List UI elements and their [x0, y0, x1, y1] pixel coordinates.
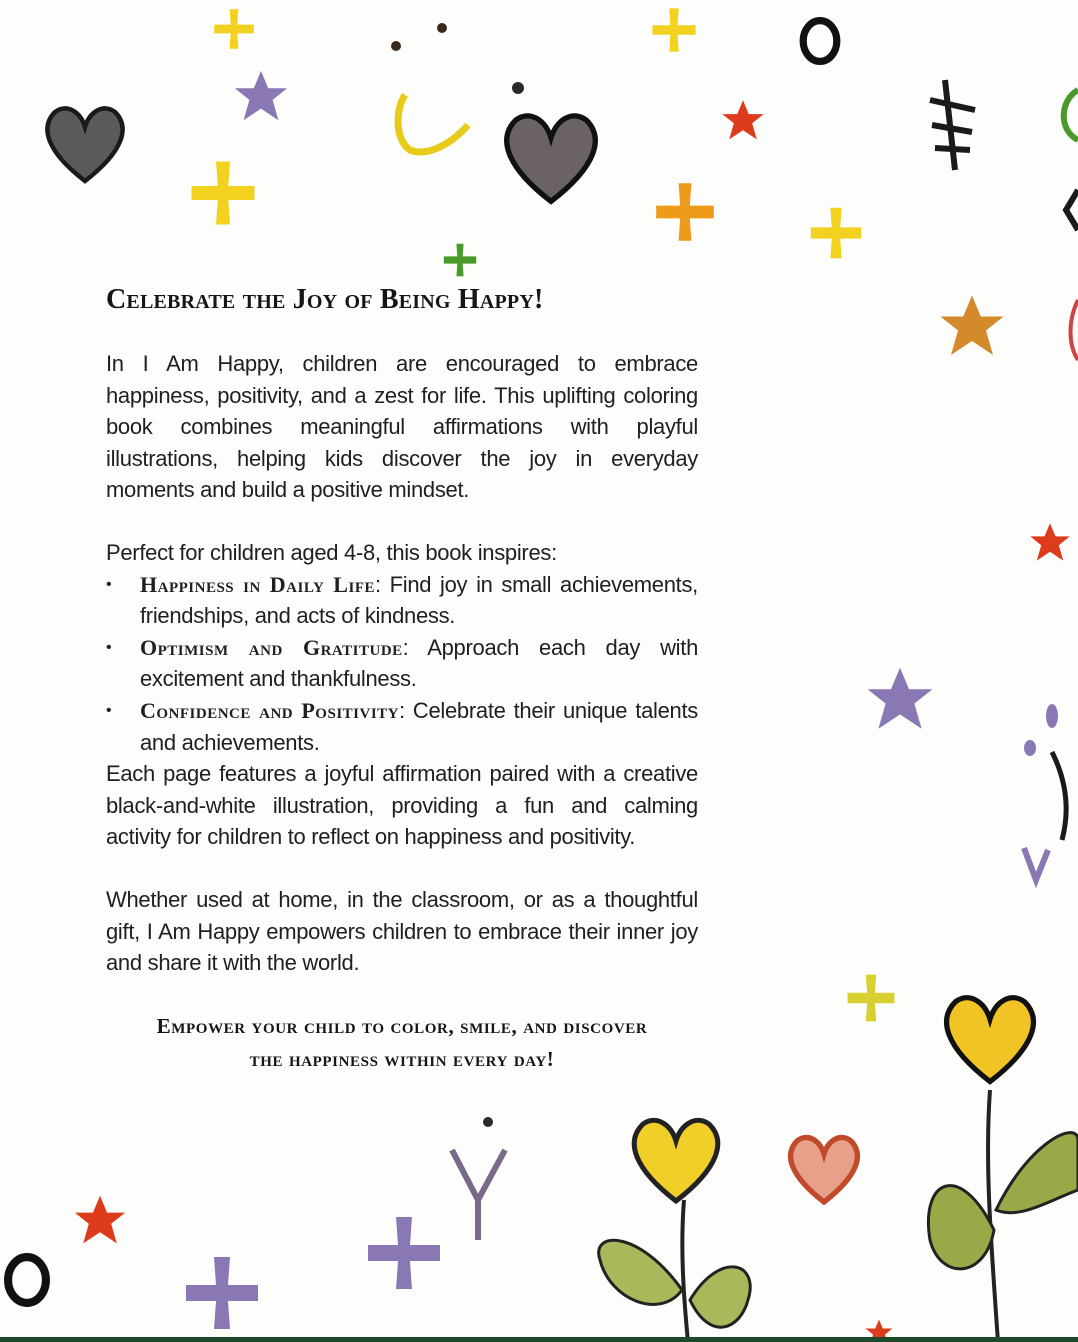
- black-ring-icon: [8, 1257, 46, 1303]
- purple-star-icon: [868, 668, 933, 729]
- black-stroke-icon: [1052, 752, 1066, 840]
- yellow-swirl-icon: [398, 95, 468, 152]
- purple-petal-icon: [1046, 704, 1058, 728]
- flower-stem-icon: [988, 1090, 998, 1342]
- closing-paragraph: Whether used at home, in the classroom, or as a thoughtful gift, I Am Happy empowers children to embrace their inner joy and share it with the world.: [106, 886, 698, 976]
- purple-petal-icon: [1024, 740, 1036, 756]
- leaf-icon: [928, 1186, 994, 1269]
- yellow-flower-icon: [634, 1120, 717, 1201]
- list-item-term: Confidence and Positivity: [140, 697, 400, 723]
- closing-line: Empower your child to color, smile, and discover: [156, 1013, 648, 1038]
- description-block: [106, 282, 698, 1076]
- leaf-icon: [690, 1267, 750, 1327]
- purple-cross-icon: [186, 1257, 258, 1329]
- green-star-icon: [444, 244, 476, 276]
- dot-icon: [483, 1117, 493, 1127]
- page-title: Celebrate the Joy of Being Happy!: [106, 284, 544, 315]
- purple-star-icon: [235, 71, 287, 120]
- red-star-icon: [75, 1196, 125, 1244]
- red-heart-icon: [791, 1137, 858, 1202]
- black-feather-icon: [930, 80, 975, 170]
- list-item-text: : Approach each day with excitement and thankfulness.: [140, 634, 698, 692]
- black-heart-icon: [47, 108, 122, 181]
- dot-icon: [391, 41, 401, 51]
- yellow-star-icon: [811, 208, 861, 258]
- black-ring-icon: [803, 21, 837, 62]
- purple-sprout-icon: [452, 1150, 505, 1240]
- yellow-star-icon: [214, 9, 254, 49]
- black-heart-icon: [507, 116, 595, 201]
- orange-star-icon: [941, 296, 1004, 356]
- orange-star-icon: [656, 183, 714, 241]
- black-edge-icon: [1066, 190, 1078, 230]
- dot-icon: [437, 23, 447, 33]
- red-star-icon: [722, 100, 763, 139]
- list-item-text: : Find joy in small achievements, friendships, and acts of kindness.: [140, 571, 698, 629]
- yellow-flower-icon: [947, 998, 1034, 1082]
- list-item: [106, 569, 698, 632]
- closing-tagline: [106, 1010, 698, 1076]
- red-edge-icon: [1071, 300, 1078, 360]
- list-item-term: Optimism and Gratitude: [140, 634, 403, 660]
- list-item: [106, 632, 698, 695]
- closing-line: the happiness within every day!: [249, 1046, 555, 1071]
- list-item-text: : Celebrate their unique talents and achievements.: [140, 697, 698, 755]
- inspires-list: [106, 569, 698, 759]
- yellow-star-icon: [848, 975, 895, 1022]
- leaf-icon: [599, 1240, 682, 1304]
- intro-paragraph: In I Am Happy, children are encouraged to embrace happiness, positivity, and a zest for life. This uplifting coloring book combines meaningful affirmations with playful illustrations, helping kids discover the joy in everyday moments and build a positive mindset.: [106, 351, 698, 503]
- list-intro: Perfect for children aged 4-8, this book inspires:: [106, 539, 557, 565]
- green-leaf-edge-icon: [1064, 90, 1078, 140]
- dot-icon: [512, 82, 524, 94]
- purple-cross-icon: [368, 1217, 440, 1289]
- bottom-border: [0, 1337, 1078, 1342]
- red-star-icon: [1030, 523, 1070, 560]
- yellow-star-icon: [652, 8, 695, 51]
- features-paragraph: Each page features a joyful affirmation paired with a creative black-and-white illustration, providing a fun and calming activity for children to reflect on happiness and positivity.: [106, 761, 698, 850]
- yellow-star-icon: [192, 162, 255, 225]
- list-item: [106, 695, 698, 758]
- list-item-term: Happiness in Daily Life: [140, 571, 375, 597]
- purple-sprout-icon: [1024, 848, 1048, 880]
- leaf-icon: [996, 1133, 1078, 1213]
- flower-stem-icon: [682, 1200, 688, 1342]
